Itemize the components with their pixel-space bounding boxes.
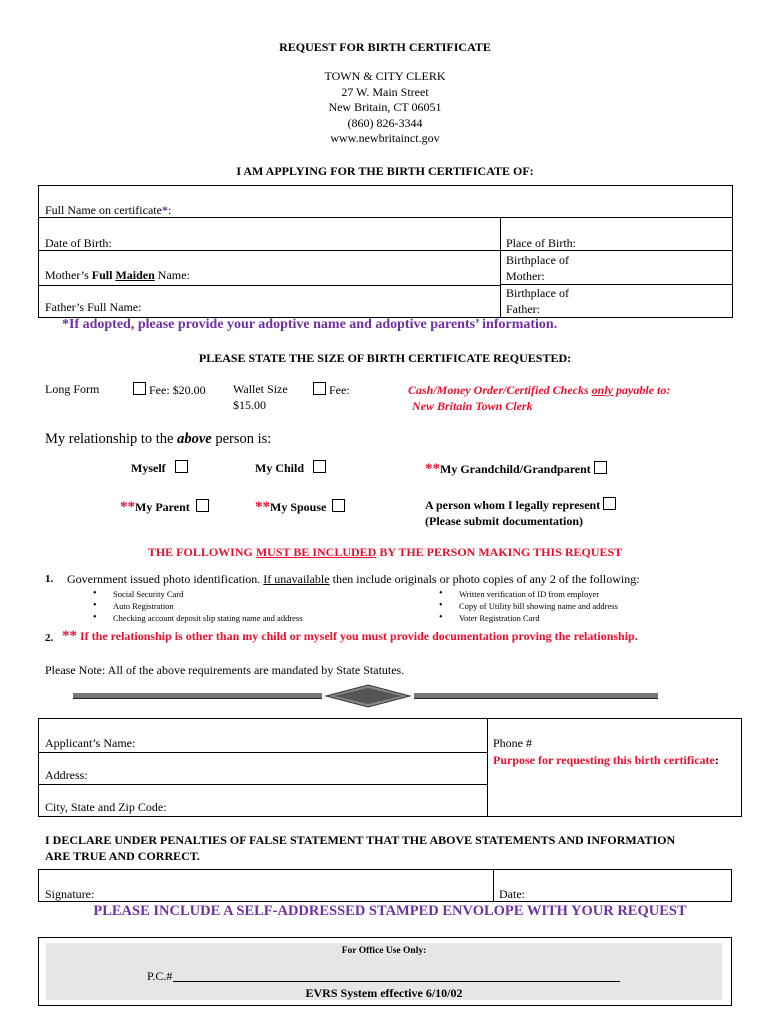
birthplace-mother-field[interactable]: Birthplace of Mother: xyxy=(506,253,569,283)
applicant-name-field[interactable]: Applicant’s Name: xyxy=(45,736,136,750)
place-of-birth-field[interactable]: Place of Birth: xyxy=(506,236,576,250)
parent-option[interactable]: **My Parent xyxy=(120,499,209,516)
signature-box xyxy=(38,869,732,902)
page-title: REQUEST FOR BIRTH CERTIFICATE xyxy=(279,40,491,54)
grandchild-checkbox[interactable] xyxy=(594,461,607,474)
divider-right xyxy=(414,693,658,699)
divider-left xyxy=(73,693,322,699)
clerk-website: www.newbritainct.gov xyxy=(330,131,440,145)
date-field[interactable]: Date: xyxy=(499,887,525,901)
signature-field[interactable]: Signature: xyxy=(45,887,95,901)
parent-checkbox[interactable] xyxy=(196,499,209,512)
spouse-checkbox[interactable] xyxy=(332,499,345,512)
long-form-option[interactable]: Fee: $20.00 xyxy=(133,382,206,398)
divider-diamond-icon xyxy=(324,683,412,709)
list-item: • Social Security Card xyxy=(91,588,303,600)
adopted-note: *If adopted, please provide your adoptive name and adoptive parents’ information. xyxy=(62,317,558,332)
my-child-option[interactable]: My Child xyxy=(255,460,326,476)
id-list-right xyxy=(437,588,618,624)
clerk-phone: (860) 826-3344 xyxy=(347,115,423,130)
evrs-note: EVRS System effective 6/10/02 xyxy=(305,986,463,1000)
father-name-field[interactable]: Father’s Full Name: xyxy=(45,300,142,314)
list-item: • Copy of Utility bill showing name and address xyxy=(437,600,618,612)
city-state-zip-field[interactable]: City, State and Zip Code: xyxy=(45,800,167,814)
long-form-checkbox[interactable] xyxy=(133,382,146,395)
date-of-birth-field[interactable]: Date of Birth: xyxy=(45,236,112,250)
long-form-label: Long Form xyxy=(45,382,100,396)
my-child-checkbox[interactable] xyxy=(313,460,326,473)
item-2-text: ** If the relationship is other than my child or myself you must provide documentation proving the relationship. xyxy=(62,628,638,644)
envelope-note: PLEASE INCLUDE A SELF-ADDRESSED STAMPED ENVOLOPE WITH YOUR REQUEST xyxy=(93,903,687,919)
office-use-heading: For Office Use Only: xyxy=(341,946,427,956)
address-field[interactable]: Address: xyxy=(45,768,88,782)
phone-field[interactable]: Phone # xyxy=(493,736,532,750)
clerk-address xyxy=(0,69,770,147)
mother-maiden-name-field[interactable]: Mother’s Full Maiden Name: xyxy=(45,268,190,282)
wallet-size-label: Wallet Size $15.00 xyxy=(233,382,288,412)
list-item: • Voter Registration Card xyxy=(437,612,618,624)
size-heading: PLEASE STATE THE SIZE OF BIRTH CERTIFICATE REQUESTED: xyxy=(198,351,572,365)
wallet-size-checkbox[interactable] xyxy=(313,382,326,395)
item-1-number: 1. xyxy=(45,573,54,585)
grandchild-option[interactable]: **My Grandchild/Grandparent xyxy=(425,461,607,478)
myself-checkbox[interactable] xyxy=(175,460,188,473)
declaration: I DECLARE UNDER PENALTIES OF FALSE STATEMENT THAT THE ABOVE STATEMENTS AND INFORMATION ARE TRUE AND CORRECT. xyxy=(45,833,676,863)
list-item: • Written verification of ID from employer xyxy=(437,588,618,600)
clerk-office: TOWN & CITY CLERK xyxy=(324,69,446,83)
clerk-city: New Britain, CT 06051 xyxy=(328,100,442,114)
item-2-number: 2. xyxy=(45,632,54,644)
full-name-field[interactable]: Full Name on certificate*: xyxy=(45,203,172,217)
list-item: • Auto Registration xyxy=(91,600,303,612)
legal-representative-option[interactable]: A person whom I legally represent (Please submit documentation) xyxy=(425,497,616,529)
relationship-heading: My relationship to the above person is: xyxy=(45,431,272,447)
applying-heading: I AM APPLYING FOR THE BIRTH CERTIFICATE OF: xyxy=(236,164,534,178)
item-1-text: Government issued photo identification. If unavailable then include originals or photo copies of any 2 of the following: xyxy=(67,572,640,586)
pc-number-field[interactable]: P.C.# xyxy=(147,969,620,984)
id-list-left xyxy=(91,588,303,624)
myself-option[interactable]: Myself xyxy=(131,460,188,476)
requirements-heading: THE FOLLOWING MUST BE INCLUDED BY THE PERSON MAKING THIS REQUEST xyxy=(147,545,623,559)
clerk-street: 27 W. Main Street xyxy=(341,84,429,99)
legal-representative-checkbox[interactable] xyxy=(603,497,616,510)
wallet-size-option[interactable]: Fee: xyxy=(313,382,350,398)
purpose-field[interactable]: Purpose for requesting this birth certificate: xyxy=(493,753,719,767)
birthplace-father-field[interactable]: Birthplace of Father: xyxy=(506,286,569,316)
payment-note: Cash/Money Order/Certified Checks only payable to: New Britain Town Clerk xyxy=(408,383,671,413)
statutes-note: Please Note: All of the above requirements are mandated by State Statutes. xyxy=(45,663,405,677)
list-item: • Checking account deposit slip stating name and address xyxy=(91,612,303,624)
spouse-option[interactable]: **My Spouse xyxy=(255,499,345,516)
